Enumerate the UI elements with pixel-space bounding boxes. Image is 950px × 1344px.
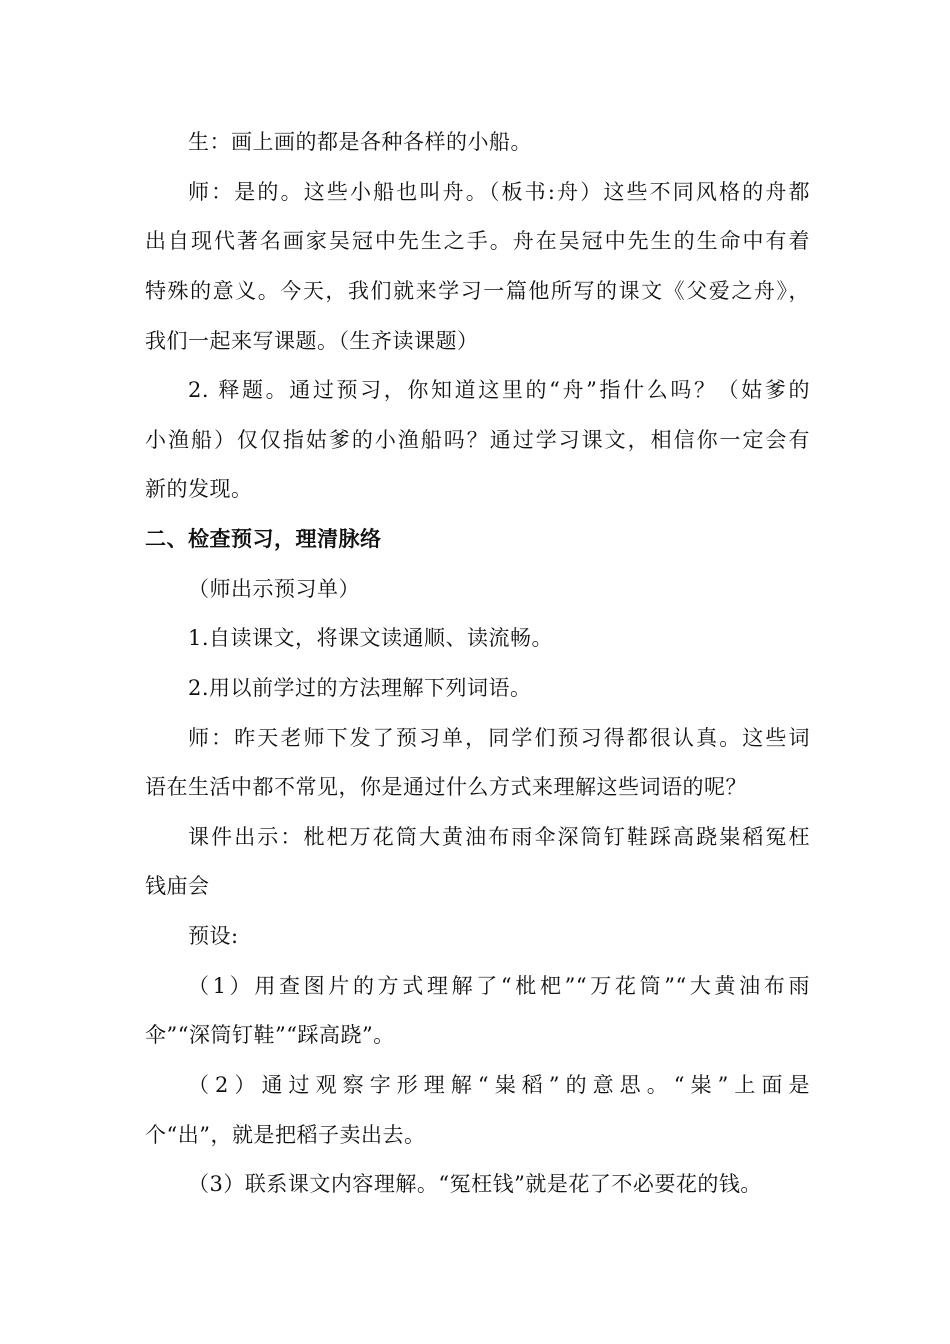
paragraph-line: 师：是的。这些小船也叫舟。（板书:舟）这些不同风格的舟都 [188,180,810,204]
paragraph-line: 语在生活中都不常见，你是通过什么方式来理解这些词语的呢？ [145,775,747,799]
paragraph-line: 预设: [188,924,239,948]
list-item: （1）用查图片的方式理解了“枇杷”“万花筒”“大黄油布雨 [188,974,810,998]
paragraph-line: 特殊的意义。今天，我们就来学习一篇他所写的课文《父爱之舟》， [145,279,810,303]
paragraph-line: 小渔船）仅仅指姑爹的小渔船吗？通过学习课文，相信你一定会有 [145,428,810,452]
list-item: 1.自读课文，将课文读通顺、读流畅。 [188,626,554,650]
paragraph-line: （师出示预习单） [188,577,360,601]
paragraph-line: 我们一起来写课题。（生齐读课题） [145,329,479,353]
paragraph-line: 钱庙会 [145,874,210,898]
list-item: （3）联系课文内容理解。“冤枉钱”就是花了不必要花的钱。 [188,1172,762,1196]
paragraph-line: 2. 释题。通过预习，你知道这里的“舟”指什么吗？（姑爹的 [188,378,810,402]
list-item: （2）通过观察字形理解“粜稻”的意思。“粜”上面是 [188,1073,810,1097]
paragraph-line: 生：画上画的都是各种各样的小船。 [188,130,532,154]
paragraph-line: 课件出示：枇杷万花筒大黄油布雨伞深筒钉鞋踩高跷粜稻冤枉 [188,825,810,849]
paragraph-line: 伞”“深筒钉鞋”“踩高跷”。 [145,1023,395,1047]
paragraph-line: 个“出”，就是把稻子卖出去。 [145,1123,426,1147]
paragraph-line: 出自现代著名画家吴冠中先生之手。舟在吴冠中先生的生命中有着 [145,229,810,253]
section-heading: 二、检查预习，理清脉络 [145,526,382,551]
paragraph-line: 师：昨天老师下发了预习单，同学们预习得都很认真。这些词 [188,726,810,750]
paragraph-line: 新的发现。 [145,477,253,501]
list-item: 2.用以前学过的方法理解下列词语。 [188,676,532,700]
